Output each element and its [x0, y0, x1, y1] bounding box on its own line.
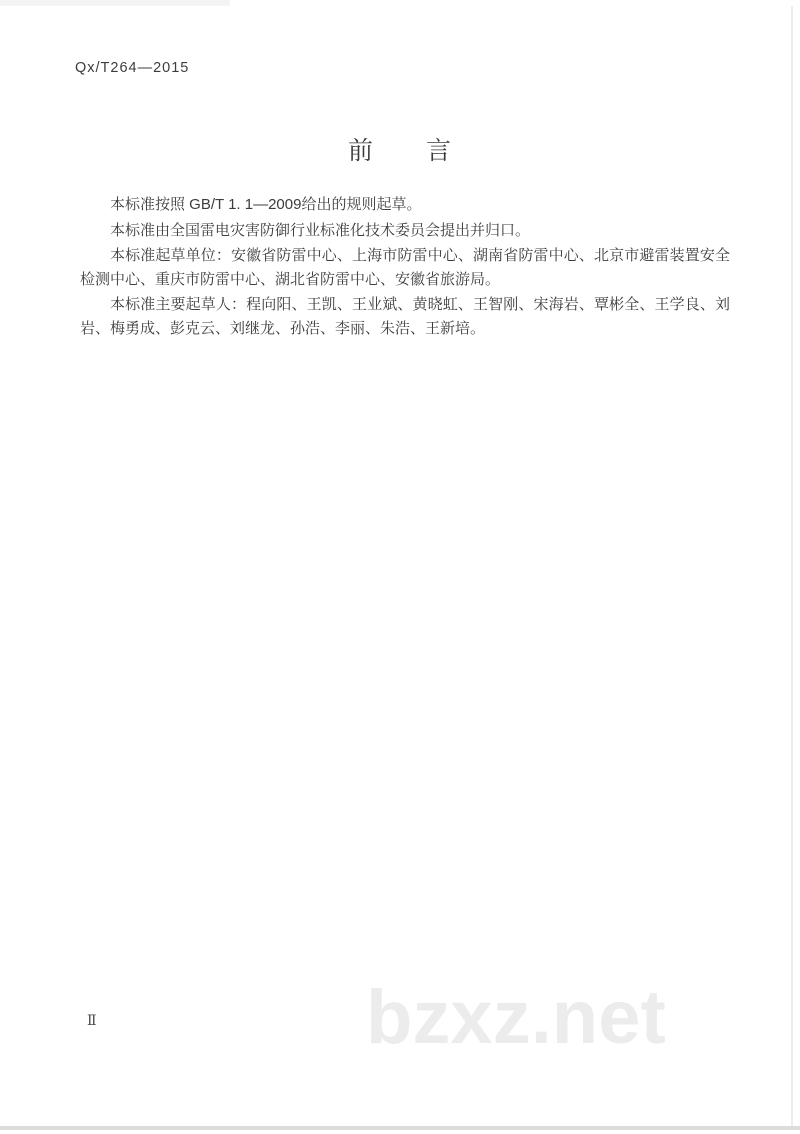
- paragraph-proposed-by: 本标准由全国雷电灾害防御行业标准化技术委员会提出并归口。: [110, 221, 531, 239]
- paragraph-drafting-rule: 本标准按照 GB/T 1. 1—2009给出的规则起草。: [110, 196, 422, 213]
- paragraph-drafting-organizations: 本标准起草单位：安徽省防雷中心、上海市防雷中心、湖南省防雷中心、北京市避雷装置安全检测中心、重庆市防雷中心、湖北省防雷中心、安徽省旅游局。: [80, 247, 730, 288]
- standard-code: Qx/T264—2015: [75, 60, 190, 76]
- foreword-title: 前 言: [347, 137, 452, 165]
- scan-edge-top-artifact: [0, 0, 230, 6]
- page-number: Ⅱ: [87, 1014, 97, 1029]
- foreword-body: [80, 193, 730, 342]
- paragraph-main-drafters: 本标准主要起草人：程向阳、王凯、王业斌、黄晓虹、王智刚、宋海岩、覃彬全、王学良、刘岩、梅勇成、彭克云、刘继龙、孙浩、李丽、朱浩、王新培。: [80, 296, 730, 337]
- scan-edge-bottom-line: [0, 1126, 800, 1130]
- watermark: bzxz.net: [366, 975, 666, 1060]
- scan-edge-right-line: [791, 6, 793, 1126]
